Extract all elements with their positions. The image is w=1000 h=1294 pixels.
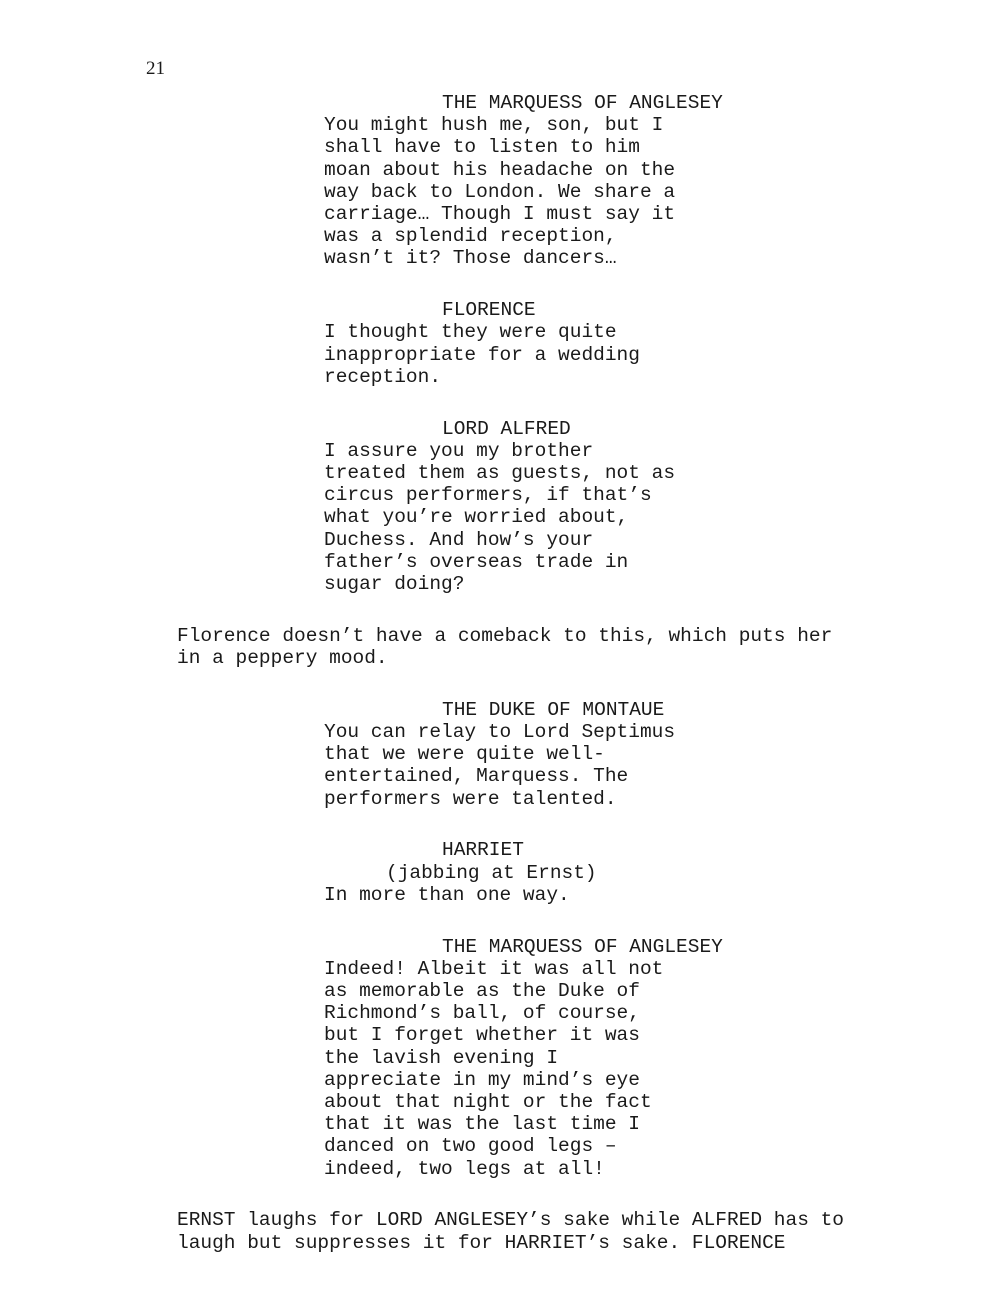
dialogue-block	[0, 699, 1000, 810]
dialogue-line: You might hush me, son, but I	[324, 114, 664, 137]
dialogue-line: entertained, Marquess. The	[324, 765, 629, 788]
dialogue-line: indeed, two legs at all!	[324, 1157, 605, 1180]
dialogue-line: wasn’t it? Those dancers…	[324, 247, 617, 270]
dialogue-line: reception.	[324, 365, 442, 388]
dialogue-block	[0, 92, 1000, 270]
dialogue-line: Duchess. And how’s your	[324, 528, 594, 551]
action-block	[177, 625, 1000, 669]
dialogue-line: carriage… Though I must say it	[324, 203, 676, 226]
dialogue-line: In more than one way.	[324, 883, 570, 906]
dialogue-block	[0, 299, 1000, 388]
dialogue-line: the lavish evening I	[324, 1046, 559, 1069]
dialogue-line: You can relay to Lord Septimus	[324, 721, 676, 744]
dialogue-line: as memorable as the Duke of	[324, 980, 640, 1003]
dialogue-block	[0, 418, 1000, 596]
character-name: THE MARQUESS OF ANGLESEY	[442, 92, 723, 114]
screenplay-body	[0, 92, 1000, 1283]
dialogue-line: Indeed! Albeit it was all not	[324, 957, 664, 980]
character-name: HARRIET	[442, 839, 524, 862]
dialogue-line: was a splendid reception,	[324, 225, 617, 248]
dialogue-line: moan about his headache on the	[324, 158, 676, 181]
dialogue-line: shall have to listen to him	[324, 136, 640, 159]
dialogue-line: inappropriate for a wedding	[324, 343, 640, 366]
action-line: Florence doesn’t have a comeback to this, which puts her	[177, 624, 833, 647]
dialogue-line: appreciate in my mind’s eye	[324, 1068, 640, 1091]
character-name: THE MARQUESS OF ANGLESEY	[442, 935, 723, 958]
action-line: laugh but suppresses it for HARRIET’s sake. FLORENCE	[177, 1231, 786, 1254]
action-line: in a peppery mood.	[177, 647, 388, 670]
dialogue-line: performers were talented.	[324, 787, 617, 810]
dialogue-line: danced on two good legs –	[324, 1135, 617, 1158]
dialogue-line: about that night or the fact	[324, 1091, 652, 1114]
action-block	[177, 1209, 1000, 1253]
page-number: 21	[146, 58, 165, 79]
dialogue-line: but I forget whether it was	[324, 1024, 640, 1047]
parenthetical: (jabbing at Ernst)	[386, 861, 597, 884]
dialogue-line: Richmond’s ball, of course,	[324, 1002, 640, 1025]
dialogue-block	[0, 839, 1000, 906]
dialogue-line: father’s overseas trade in	[324, 550, 629, 573]
character-name: FLORENCE	[442, 299, 536, 322]
character-name: THE DUKE OF MONTAUE	[442, 698, 665, 721]
dialogue-line: that we were quite well-	[324, 743, 605, 766]
dialogue-line: treated them as guests, not as	[324, 462, 676, 485]
dialogue-line: what you’re worried about,	[324, 506, 629, 529]
dialogue-line: I assure you my brother	[324, 439, 594, 462]
dialogue-block	[0, 936, 1000, 1180]
dialogue-line: I thought they were quite	[324, 321, 617, 344]
dialogue-line: sugar doing?	[324, 573, 465, 596]
action-line: ERNST laughs for LORD ANGLESEY’s sake while ALFRED has to	[177, 1209, 845, 1232]
dialogue-line: that it was the last time I	[324, 1113, 640, 1136]
character-name: LORD ALFRED	[442, 417, 571, 440]
dialogue-line: circus performers, if that’s	[324, 484, 652, 507]
dialogue-line: way back to London. We share a	[324, 180, 676, 203]
